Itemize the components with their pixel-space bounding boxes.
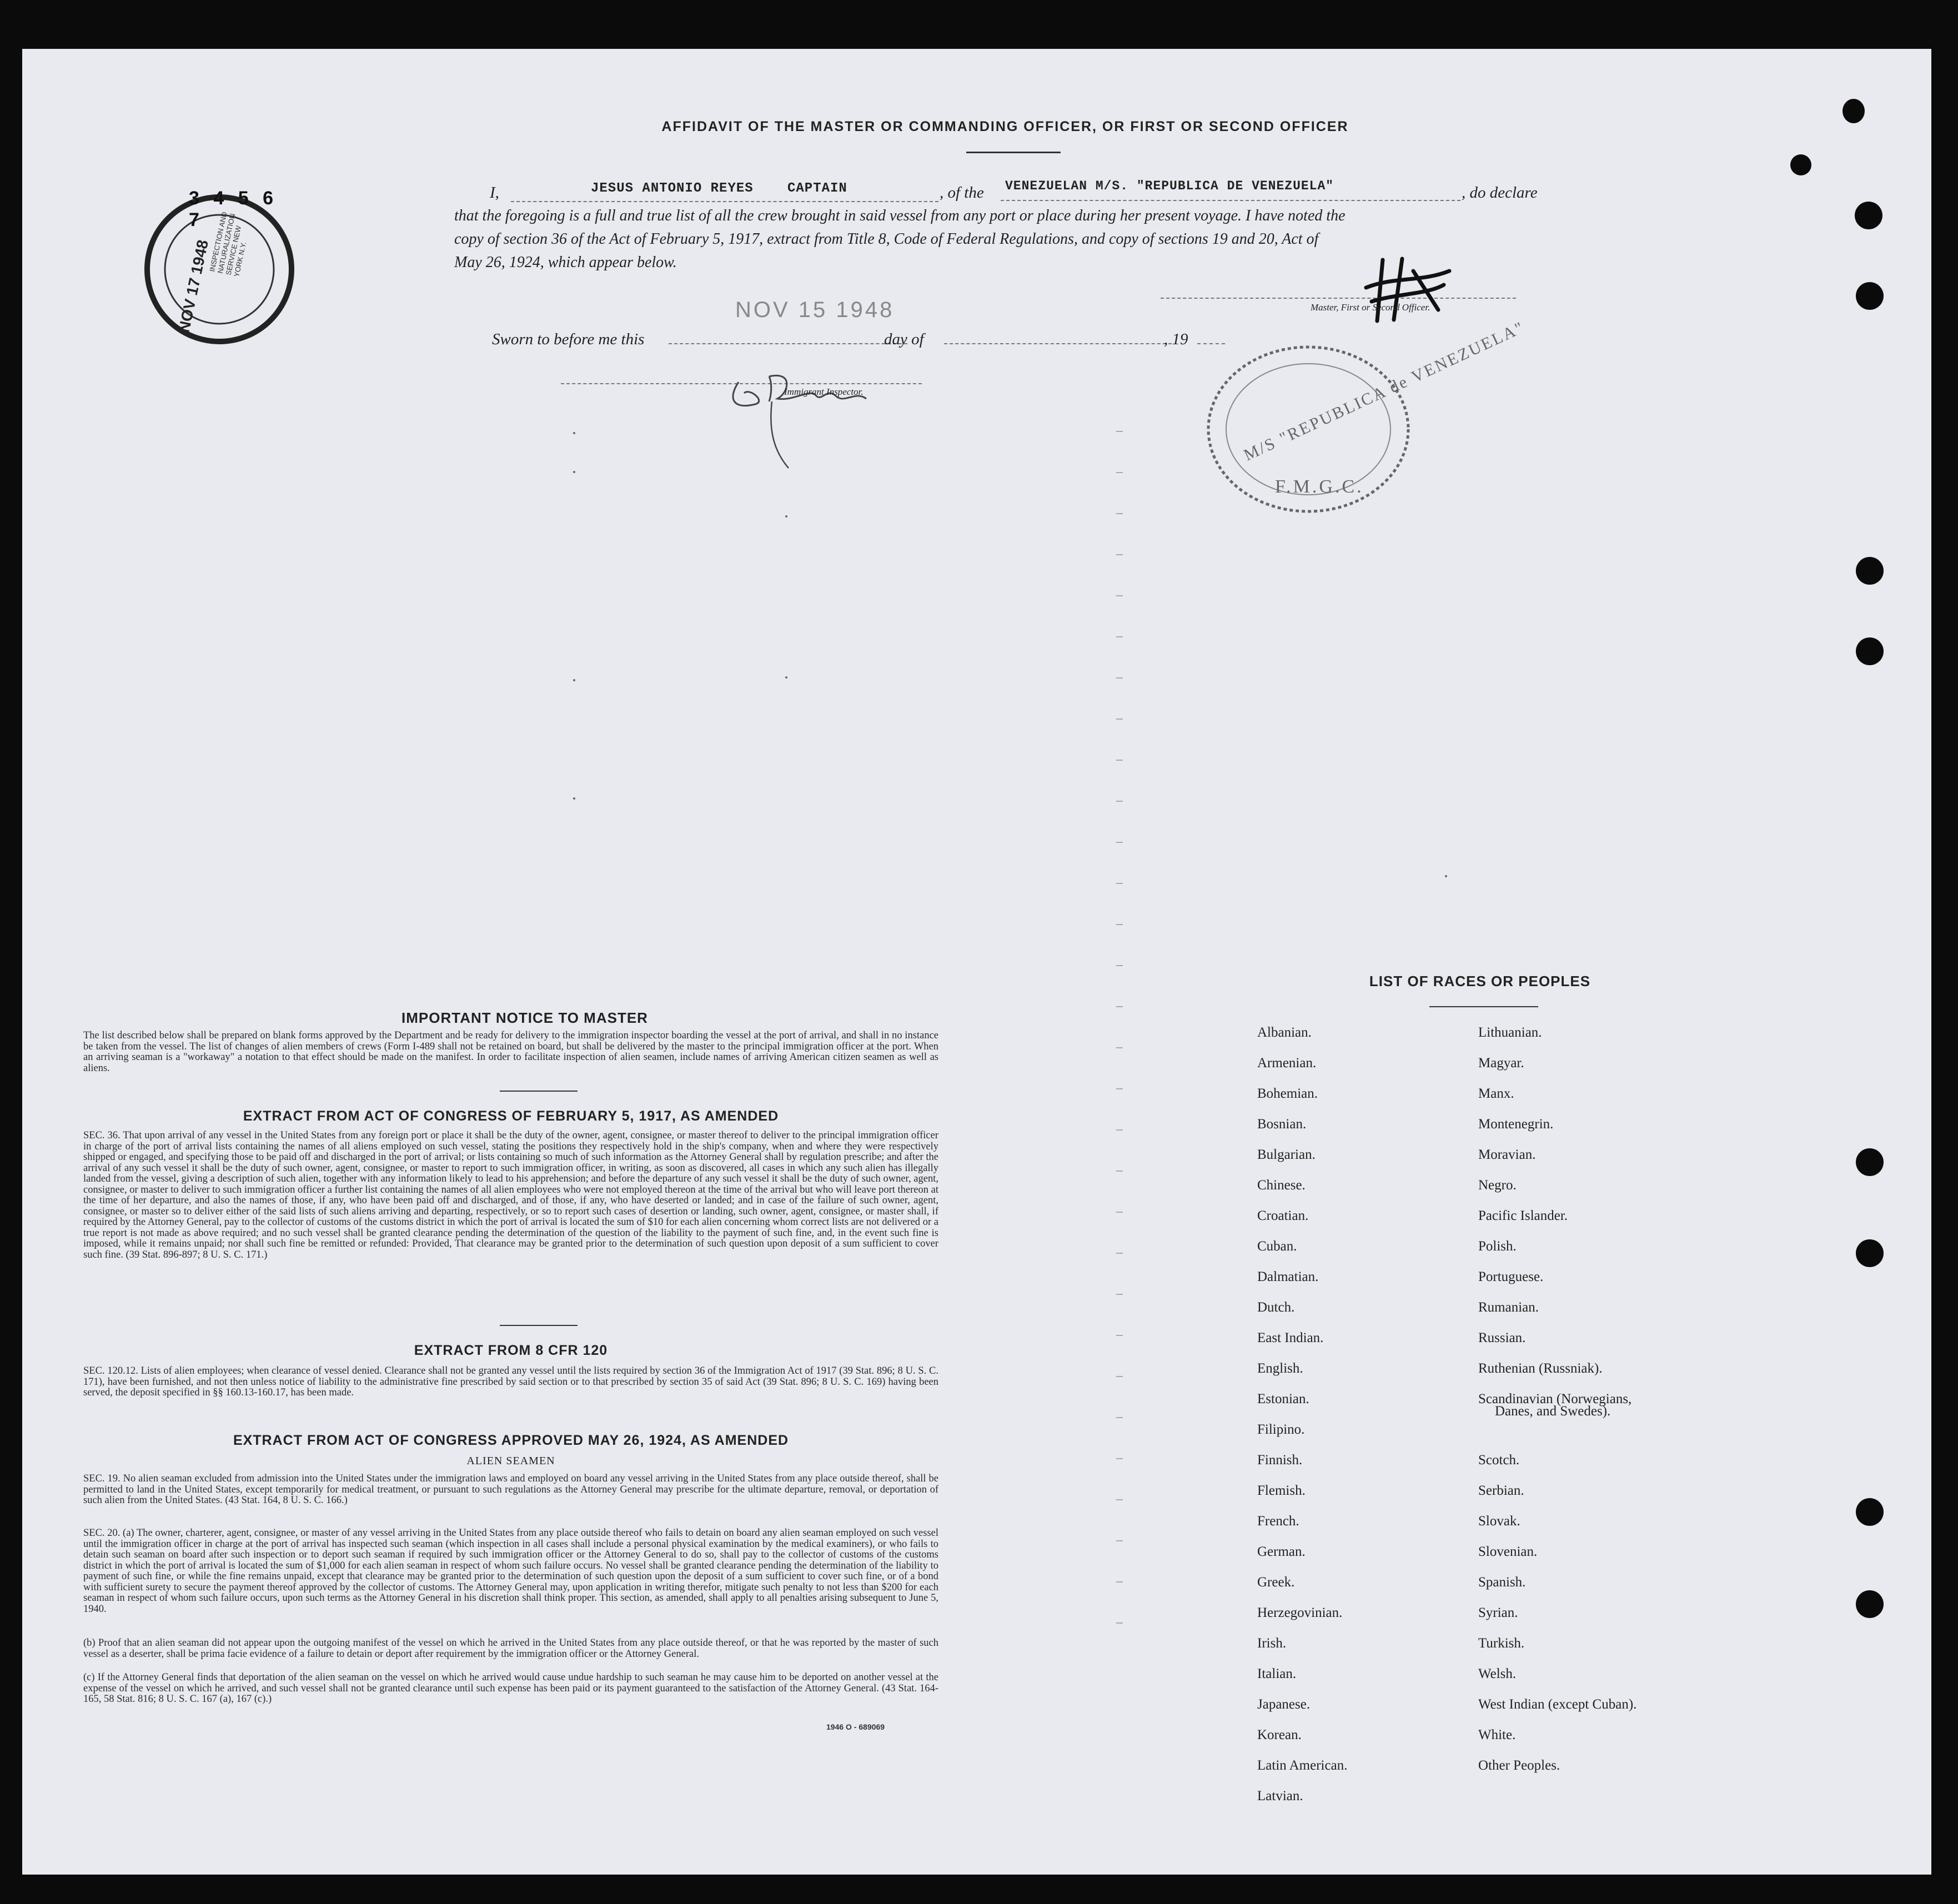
race-item: Scandinavian (Norwegians, [1478,1391,1632,1406]
officer-name-line [511,201,938,202]
extract-1924-subtitle: ALIEN SEAMEN [466,1455,555,1467]
race-item: Slovak. [1478,1514,1520,1529]
punch-hole [1856,637,1884,665]
race-item: Serbian. [1478,1483,1524,1498]
race-item: Moravian. [1478,1147,1536,1162]
officer-name: JESUS ANTONIO REYES [591,181,754,196]
extract-1924-title: EXTRACT FROM ACT OF CONGRESS APPROVED MAY 26, 1924, AS AMENDED [233,1433,789,1448]
punch-hole [1856,1148,1884,1176]
column-tick [1116,513,1123,514]
race-item: Russian. [1478,1330,1526,1345]
race-item: East Indian. [1257,1330,1324,1345]
column-tick [1116,842,1123,843]
blank-mark [573,679,575,681]
column-tick [1116,595,1123,596]
blank-mark [573,471,575,473]
sworn-stamp-date: NOV 15 1948 [735,298,895,322]
race-item: Portuguese. [1478,1269,1544,1284]
punch-hole [1856,557,1884,585]
inspector-label: Immigrant Inspector. [784,386,863,397]
extract-1924-sec20b: (b) Proof that an alien seaman did not appear upon the outgoing manifest of the vessel on which he arrived in the United States from any place outside thereof, or that he was reported by the master of such vessel as a deserter, shall be prima facie evidence of a failure to detain or deport after requirement by the immigration officer or the Attorney General. [83,1637,938,1660]
race-item: Estonian. [1257,1391,1309,1406]
race-item: Polish. [1478,1239,1517,1254]
column-tick [1116,1417,1123,1418]
punch-hole [1856,1239,1884,1267]
column-tick [1116,677,1123,679]
officer-rank: CAPTAIN [787,181,847,196]
column-tick [1116,472,1123,473]
race-item: Syrian. [1478,1605,1518,1620]
column-tick [1116,1006,1123,1007]
print-code: 1946 O - 689069 [826,1722,885,1731]
race-item: Montenegrin. [1478,1117,1554,1132]
column-tick [1116,1376,1123,1377]
race-item: Bohemian. [1257,1086,1318,1101]
race-item: Greek. [1257,1575,1295,1590]
race-item: Ruthenian (Russniak). [1478,1361,1603,1376]
declare-line-3: copy of section 36 of the Act of February 5, 1917, extract from Title 8, Code of Federal Regulations, and copy of sections 19 and 20, Act of [454,230,1319,248]
inspector-signature [716,349,883,476]
column-tick [1116,1622,1123,1624]
blank-mark [1445,875,1447,877]
column-tick [1116,1581,1123,1583]
declare-lead: I, [490,184,499,202]
ship-seal-ring-text: M/S "REPUBLICA de VENEZUELA" [1241,318,1528,465]
race-item: West Indian (except Cuban). [1478,1697,1637,1712]
column-tick [1116,554,1123,555]
column-tick [1116,1088,1123,1089]
race-item: Irish. [1257,1636,1287,1651]
do-declare-text: , do declare [1462,184,1538,202]
arrival-stamp-text: INSPECTION AND NATURALIZATION SERVICE NEW YORK N.Y. [208,211,248,278]
race-item: Herzegovinian. [1257,1605,1343,1620]
extract-1924-sec19: SEC. 19. No alien seaman excluded from admission into the United States under the immigration laws and employed on board any vessel arriving in the United States from any place outside thereof, shall be permitted to land in the United States, except temporarily for medical treatment, or pursuant to such regulations as the Attorney General may prescribe for the ultimate departure, removal, or deportation of such alien from the United States. (43 Stat. 164, 8 U. S. C. 166.) [83,1473,938,1506]
sworn-date-line [669,343,907,344]
document-sheet [22,49,1931,1875]
month-line [944,343,1172,344]
column-tick [1116,1129,1123,1131]
punch-hole [1790,154,1811,175]
blank-mark [573,432,575,434]
race-item: Spanish. [1478,1575,1526,1590]
race-item: Dutch. [1257,1300,1295,1315]
punch-hole [1856,1590,1884,1618]
column-tick [1116,1253,1123,1254]
punch-hole [1856,282,1884,310]
column-tick [1116,1540,1123,1541]
arrival-stamp-ring: 3 4 5 6 7 [189,188,278,230]
column-tick [1116,1499,1123,1500]
race-item: Bosnian. [1257,1117,1307,1132]
race-item: Italian. [1257,1666,1297,1681]
master-signature [1360,254,1455,326]
extract-1924-sec20a: SEC. 20. (a) The owner, charterer, agent, consignee, or master of any vessel arriving in the United States from any place outside thereof who fails to detain on board any alien seaman employed on such vessel until the immigration officer in charge at the port of arrival has inspected such seaman (which inspection in all cases shall include a personal physical examination by the medical examiners), or who fails to detain such seaman on board after such inspection or to deport such seaman if required by such immigration officer or the Attorney General to do so, shall pay to the collector of customs of the customs district in which the port of arrival is located the sum of $1,000 for each alien seaman in respect of whom such failure occurs. No vessel shall be granted clearance pending the determination of the liability to payment of such fine, or while the fine remains unpaid, except that clearance may be granted prior to the determination of such question upon the deposit of a sum sufficient to cover such fine, or of a bond with sufficient surety to secure the payment thereof approved by the collector of customs. The Attorney General may, upon application in writing therefor, mitigate such penalty to not less than $200 for each seaman in respect of whom such failure occurs, upon such terms as the Attorney General in his discretion shall think proper. This section, as amended, shall apply to all penalties arising subsequent to June 5, 1940. [83,1528,938,1615]
race-item: Cuban. [1257,1239,1297,1254]
race-item: Albanian. [1257,1025,1312,1040]
race-item: Latvian. [1257,1789,1303,1803]
declare-line-4: May 26, 1924, which appear below. [454,254,677,271]
race-item: Chinese. [1257,1178,1306,1193]
race-item: Rumanian. [1478,1300,1539,1315]
column-tick [1116,1212,1123,1213]
extract-1917-title: EXTRACT FROM ACT OF CONGRESS OF FEBRUARY 5, 1917, AS AMENDED [243,1108,779,1124]
blank-mark [785,676,787,679]
race-item: Turkish. [1478,1636,1525,1651]
column-tick [1116,1047,1123,1048]
column-tick [1116,760,1123,761]
race-item: Scotch. [1478,1453,1520,1468]
column-tick [1116,883,1123,884]
race-item: White. [1478,1727,1516,1742]
master-label: Master, First or Second Officer. [1311,302,1430,313]
race-item: Flemish. [1257,1483,1306,1498]
arrival-stamp-date: NOV 17 1948 [175,238,212,334]
extract-1917-body: SEC. 36. That upon arrival of any vessel in the United States from any foreign port or place it shall be the duty of the owner, agent, consignee, or master thereof to deliver to the principal immigration officer in charge of the port of arrival lists containing the names of all aliens employed on such vessel, stating the positions they respectively hold in the ship's company, when and where they were respectively shipped or engaged, and specifying those to be paid off and discharged in the port of arrival; or lists containing so much of such information as the Attorney General shall by regulation prescribe; and after the arrival of any such vessel it shall be the duty of such owner, agent, consignee, or master to report to such immigration officer, in writing, as soon as discovered, all cases in which any such alien has illegally landed from the vessel, giving a description of such alien, together with any information likely to lead to his apprehension; and before the departure of any such vessel it shall be the duty of such owner, agent, consignee, or master to deliver to such immigration officer a further list containing the names of all alien employees who were not employed thereon at the time of the arrival but who will leave port thereon at the time of her departure, and also the names of those, if any, who have been paid off and discharged, and of those, if any, who have deserted or landed; and in case of the failure of such owner, agent, consignee, or master so to deliver either of the said lists of such aliens arriving and departing, respectively, or so to report such cases of desertion or landing, such owner, agent, consignee, or master shall, if required by the Attorney General, pay to the collector of customs of the customs district in which the port of arrival is located the sum of $10 for each alien concerning whom correct lists are not delivered or a true report is not made as above required; and no such vessel shall be granted clearance pending the determination of the question of the liability to the payment of such fine, and, in the event such fine is imposed, while it remains unpaid; nor shall such fine be remitted or refunded: Provided, That clearance may be granted prior to the determination of such question upon deposit of a sum sufficient to cover such fine. (39 Stat. 896-897; 8 U. S. C. 171.) [83,1130,938,1260]
column-tick [1116,431,1123,432]
column-tick [1116,965,1123,966]
notice-rule [500,1091,578,1092]
punch-hole [1842,99,1865,123]
column-tick [1116,801,1123,802]
race-item: Negro. [1478,1178,1517,1193]
race-item: Welsh. [1478,1666,1517,1681]
race-item: Magyar. [1478,1056,1524,1071]
column-tick [1116,719,1123,720]
title-rule [966,152,1061,153]
race-item: Bulgarian. [1257,1147,1316,1162]
column-tick [1116,636,1123,637]
declare-line-2: that the foregoing is a full and true list of all the crew brought in said vessel from any port or place during her present voyage. I have noted the [454,207,1346,224]
race-item: German. [1257,1544,1306,1559]
race-item: Other Peoples. [1478,1758,1560,1773]
race-item: English. [1257,1361,1303,1376]
column-tick [1116,1170,1123,1172]
sworn-label: Sworn to before me this [492,330,645,348]
race-item: Korean. [1257,1727,1302,1742]
of-the-text: , of the [940,184,984,202]
column-tick [1116,1294,1123,1295]
race-item: Armenian. [1257,1056,1317,1071]
blank-mark [573,797,575,800]
vessel-line [1001,200,1460,201]
punch-hole [1855,202,1882,229]
day-of-label: day of [884,330,924,348]
extract-1917-rule [500,1325,578,1326]
race-item: Filipino. [1257,1422,1305,1437]
extract-1924-sec20c: (c) If the Attorney General finds that deportation of the alien seaman on the vessel on which he arrived would cause undue hardship to such seaman he may cause him to be deported on another vessel at the expense of the vessel on which he arrived, and such vessel shall not be granted clearance until such expense has been paid or its payment guaranteed to the satisfaction of the Attorney General. (43 Stat. 164-165, 58 Stat. 816; 8 U. S. C. 167 (a), 167 (c).) [83,1672,938,1705]
notice-title: IMPORTANT NOTICE TO MASTER [401,1009,648,1026]
blank-mark [785,515,787,518]
vessel-name: VENEZUELAN M/S. "REPUBLICA DE VENEZUELA" [1005,179,1334,193]
race-item: Pacific Islander. [1478,1208,1568,1223]
extract-8cfr-title: EXTRACT FROM 8 CFR 120 [414,1343,608,1358]
extract-8cfr-body: SEC. 120.12. Lists of alien employees; when clearance of vessel denied. Clearance shall not be granted any vessel until the lists required by section 36 of the Immigration Act of 1917 (39 Stat. 896; 8 U. S. C. 171), have been furnished, and not then unless notice of liability to the administrative fine prescribed by said section or to that prescribed by section 35 of said Act (39 Stat. 896; 8 U. S. C. 169) having been served, the deposit specified in §§ 160.13-160.17, has been made. [83,1365,938,1398]
affidavit-title: AFFIDAVIT OF THE MASTER OR COMMANDING OFFICER, OR FIRST OR SECOND OFFICER [661,119,1349,134]
race-item: Finnish. [1257,1453,1303,1468]
race-item: Croatian. [1257,1208,1309,1223]
race-item: Japanese. [1257,1697,1311,1712]
race-item: Lithuanian. [1478,1025,1542,1040]
race-item: Slovenian. [1478,1544,1538,1559]
year-label: , 19 [1164,330,1188,348]
race-item: Dalmatian. [1257,1269,1319,1284]
notice-body: The list described below shall be prepared on blank forms approved by the Department and be ready for delivery to the immigration inspector boarding the vessel at the port of arrival, and shall in no instance be taken from the vessel. The list of changes of alien members of crews (Form I-489 shall not be retained on board, but shall be delivered by the master to the principal immigration officer at the port. When an arriving seaman is a "workaway" a notation to that effect should be made on the manifest. In order to facilitate inspection of alien seamen, include names of arriving American citizen seamen as well as aliens. [83,1030,938,1074]
ship-seal-bottom: F.M.G.C. [1275,476,1364,497]
ship-seal-stamp [1197,318,1528,521]
arrival-date-stamp [139,189,300,350]
race-item: Danes, and Swedes). [1495,1404,1611,1419]
races-title: LIST OF RACES OR PEOPLES [1369,973,1591,989]
race-item: French. [1257,1514,1299,1529]
column-tick [1116,1458,1123,1459]
punch-hole [1856,1498,1884,1526]
master-signature-line [1161,298,1516,299]
race-item: Manx. [1478,1086,1514,1101]
column-tick [1116,924,1123,925]
races-rule [1429,1006,1538,1007]
race-item: Latin American. [1257,1758,1348,1773]
column-tick [1116,1335,1123,1336]
